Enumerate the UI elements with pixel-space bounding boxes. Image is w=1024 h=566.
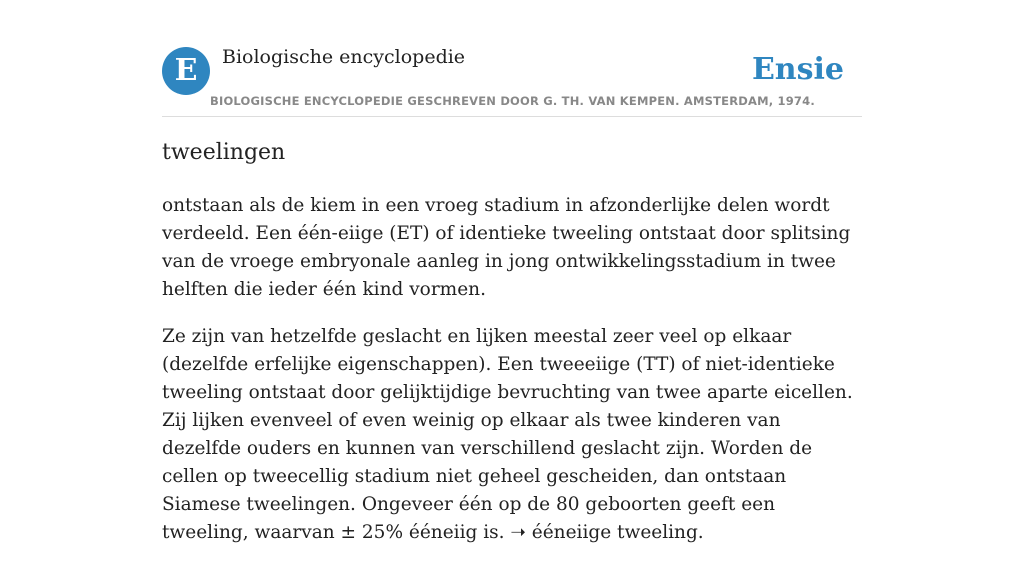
entry-content xyxy=(162,192,862,566)
site-title[interactable]: Biologische encyclopedie xyxy=(222,46,466,68)
site-header xyxy=(162,40,862,117)
brand-logo[interactable]: Ensie xyxy=(751,52,844,87)
entry-paragraph: Ze zijn van hetzelfde geslacht en lijken meestal zeer veel op elkaar (dezelfde erfelijke eigenschappen). Een tweeeiige (TT) of niet-identieke tweeling ontstaat door gelijktijdige bevruchting van twee aparte eicellen. Zij lijken evenveel of even weinig op elkaar als twee kinderen van dezelfde ouders en kunnen van verschillend geslacht zijn. Worden de cellen op tweecellig stadium niet geheel gescheiden, dan ontstaan Siamese tweelingen. Ongeveer één op de 80 geboorten geeft een tweeling, waarvan ± 25% ééneiig is. ➝ ééneiige tweeling. xyxy=(162,326,853,543)
entry-paragraph: ontstaan als de kiem in een vroeg stadium in afzonderlijke delen wordt verdeeld. Een één-eiige (ET) of identieke tweeling ontstaat door splitsing van de vroege embryonale aanleg in jong ontwikkelingsstadium in twee helften die ieder één kind vormen. xyxy=(162,195,851,300)
logo-icon[interactable]: E xyxy=(162,47,210,95)
entry-title: tweelingen xyxy=(162,140,286,165)
site-subtitle: BIOLOGISCHE ENCYCLOPEDIE GESCHREVEN DOOR G. TH. VAN KEMPEN. AMSTERDAM, 1974. xyxy=(210,94,815,108)
